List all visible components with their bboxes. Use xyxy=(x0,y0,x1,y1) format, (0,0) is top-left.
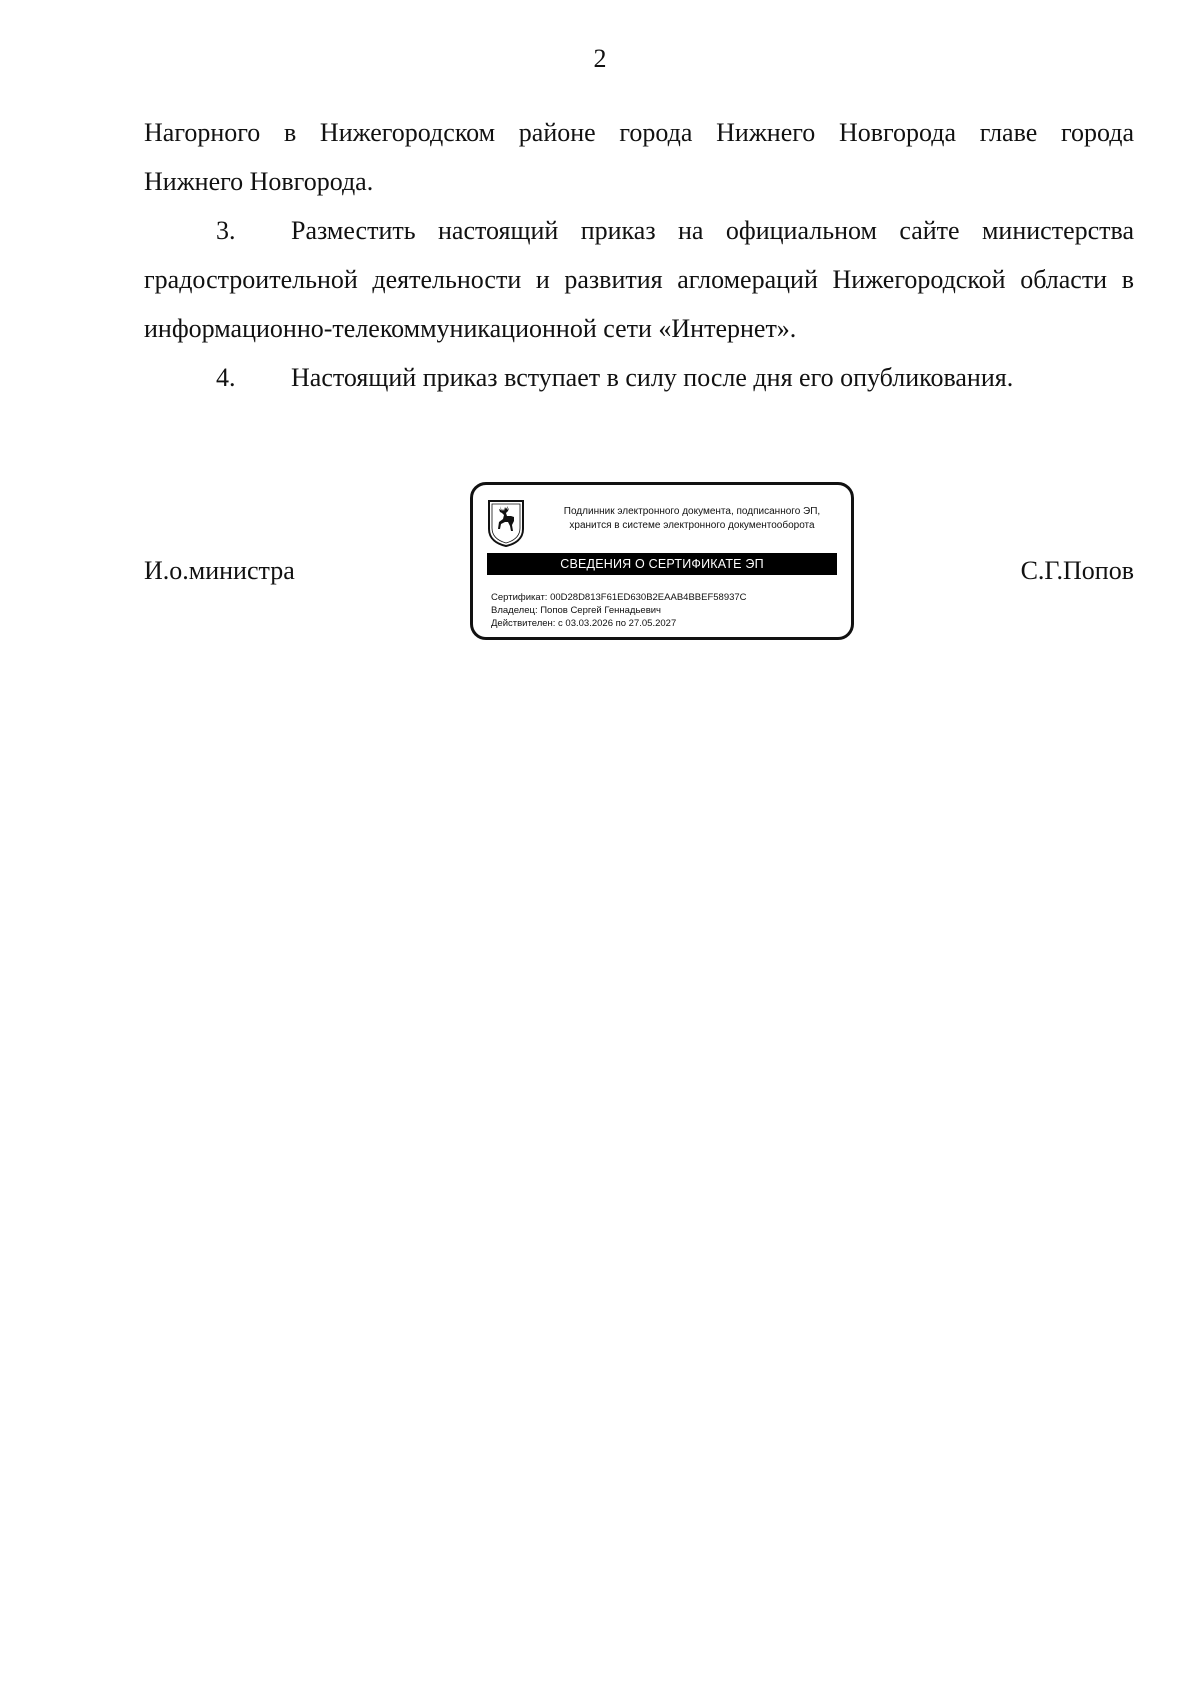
item-3-number: 3. xyxy=(216,216,236,245)
stamp-header-line-1: Подлинник электронного документа, подписанного ЭП, xyxy=(563,506,821,517)
stamp-details xyxy=(491,591,747,630)
stamp-owner: Владелец: Попов Сергей Геннадьевич xyxy=(491,605,662,616)
page-number: 2 xyxy=(593,44,607,73)
document-body xyxy=(144,108,1134,402)
signer-name: С.Г.Попов xyxy=(1020,556,1134,585)
stamp-title-bar: СВЕДЕНИЯ О СЕРТИФИКАТЕ ЭП xyxy=(487,553,837,575)
continuation-line-2: Нижнего Новгорода. xyxy=(144,167,374,196)
item-4-text: Настоящий приказ вступает в силу после дня его опубликования. xyxy=(291,363,1014,392)
continuation-paragraph xyxy=(144,108,1134,206)
coat-of-arms-deer-icon xyxy=(487,499,525,547)
electronic-signature-stamp xyxy=(470,482,854,640)
item-4-number: 4. xyxy=(216,363,236,392)
continuation-line-1: Нагорного в Нижегородском районе города Нижнего Новгорода главе города xyxy=(144,118,1134,147)
item-3-text: Разместить настоящий приказ на официальном сайте министерства градостроительной деятельности и развития агломераций Нижегородской области в информационно-телекоммуникационной сети «Интернет». xyxy=(144,216,1134,343)
stamp-header-line-2: хранится в системе электронного документооборота xyxy=(569,520,815,531)
stamp-header xyxy=(539,505,845,533)
item-4 xyxy=(144,353,1134,402)
stamp-valid: Действителен: с 03.03.2026 по 27.05.2027 xyxy=(491,618,677,629)
signer-position: И.о.министра xyxy=(144,556,295,585)
item-3 xyxy=(144,206,1134,353)
stamp-certificate: Сертификат: 00D28D813F61ED630B2EAAB4BBEF58937C xyxy=(491,592,747,603)
